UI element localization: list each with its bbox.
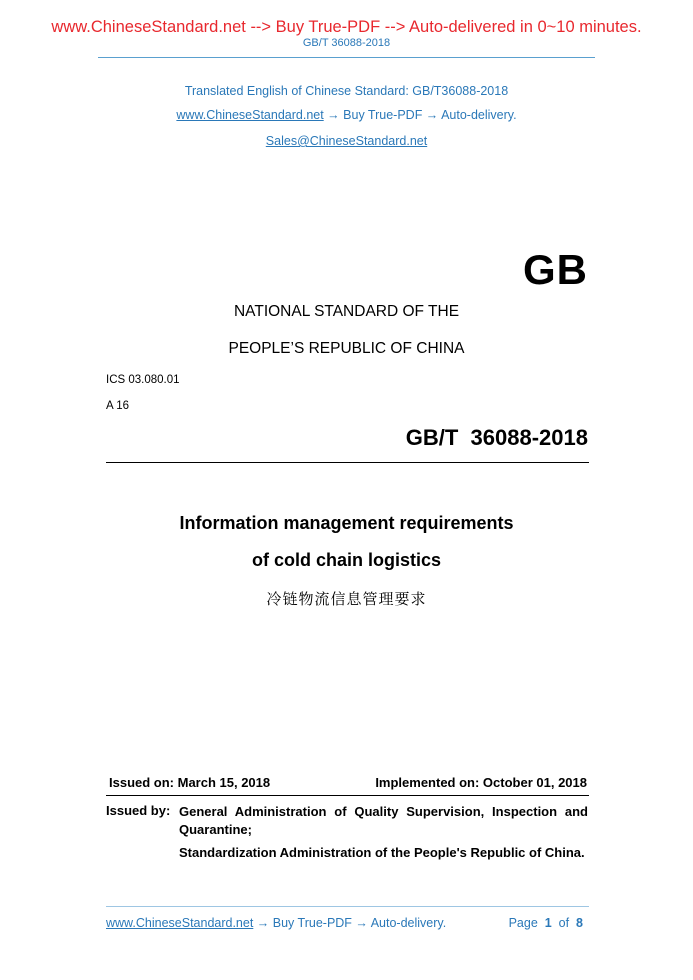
classification-code: A 16: [106, 400, 130, 412]
page-indicator: [509, 916, 583, 930]
site-link[interactable]: www.ChineseStandard.net: [176, 108, 324, 122]
issuer-1: General Administration of Quality Supervision, Inspection and Quarantine;: [179, 804, 588, 837]
gb-logo: GB: [523, 246, 588, 293]
footer-site-link[interactable]: www.ChineseStandard.net: [106, 916, 254, 930]
sales-email-link[interactable]: Sales@ChineseStandard.net: [265, 134, 428, 148]
issued-on-date: Issued on: March 15, 2018: [109, 775, 271, 790]
standard-number: GB/T 36088-2018: [405, 425, 588, 450]
title-chinese: 冷链物流信息管理要求: [266, 590, 427, 608]
promo-line: [0, 108, 693, 122]
translated-notice: Translated English of Chinese Standard: GB/T36088-2018: [184, 84, 509, 98]
national-standard-line2: PEOPLE’S REPUBLIC OF CHINA: [228, 340, 465, 357]
dates-divider: [106, 795, 589, 796]
page-total: 8: [576, 916, 583, 930]
ics-code: ICS 03.080.01: [106, 374, 180, 386]
title-line2: of cold chain logistics: [251, 550, 442, 570]
national-standard-line1: NATIONAL STANDARD OF THE: [233, 303, 460, 320]
page-of: of: [558, 916, 570, 930]
top-banner[interactable]: www.ChineseStandard.net --> Buy True-PDF --> Auto-delivered in 0~10 minutes.: [51, 18, 642, 36]
header-divider: [98, 57, 595, 58]
standard-number-divider: [106, 462, 589, 463]
implemented-on-date: Implemented on: October 01, 2018: [375, 775, 587, 790]
header-doc-id: GB/T 36088-2018: [302, 37, 391, 49]
issuer-2: Standardization Administration of the People's Republic of China.: [179, 845, 585, 860]
page-current: 1: [544, 916, 552, 930]
footer-promo: [106, 916, 446, 930]
footer-divider: [106, 906, 589, 907]
title-line1: Information management requirements: [179, 513, 514, 533]
promo-suffix: → Buy True-PDF → Auto-delivery.: [323, 108, 517, 122]
footer-promo-suffix: → Buy True-PDF → Auto-delivery.: [253, 916, 447, 930]
issued-by-label: Issued by:: [106, 803, 171, 818]
sales-line: [0, 134, 693, 148]
page-label: Page: [508, 916, 538, 930]
